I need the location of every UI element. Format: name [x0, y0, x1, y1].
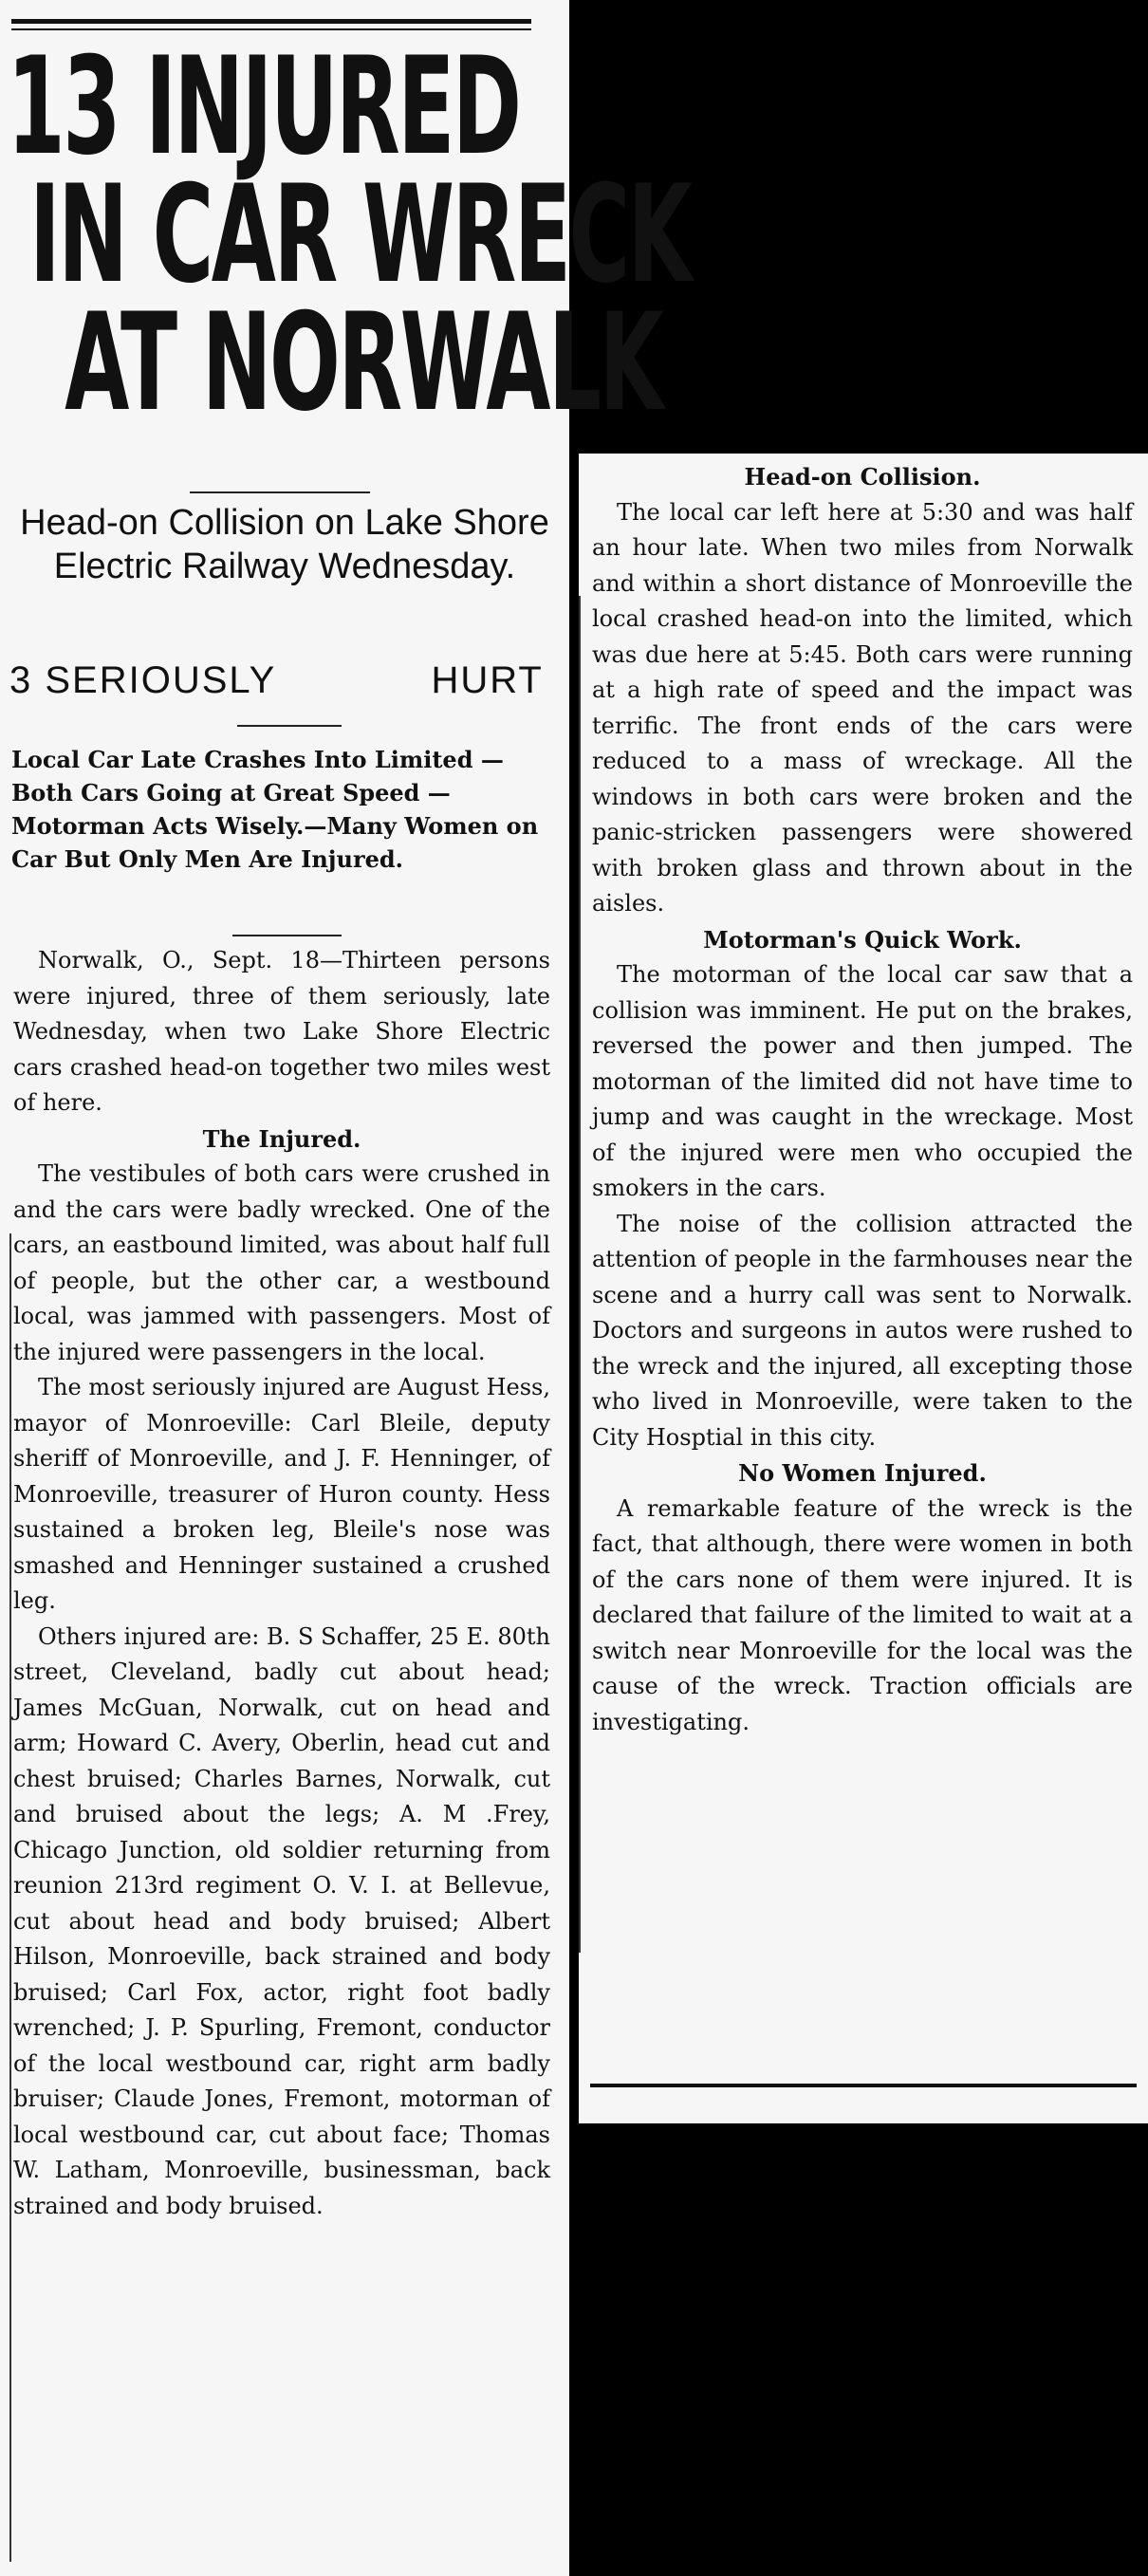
- deck-seriously-hurt: [9, 659, 560, 702]
- paragraph-injured-3: Others injured are: B. S Schaffer, 25 E. 80th street, Cleveland, badly cut about head; James McGuan, Norwalk, cut on head and arm; Howard C. Avery, Oberlin, head cut and chest bruised; Charles Barnes, Norwalk, cut and bruised about the legs; A. M .Frey, Chicago Junction, old soldier returning from reunion 213rd regiment O. V. I. at Bellevue, cut about head and body bruised; Albert Hilson, Monroeville, back strained and body bruised; Carl Fox, actor, right foot badly wrenched; J. P. Spurling, Fremont, conductor of the local westbound car, right arm badly bruiser; Claude Jones, Fremont, motorman of local westbound car, cut about face; Thomas W. Latham, Monroeville, businessman, back strained and body bruised.: [13, 1622, 550, 2219]
- subhead-women: No Women Injured.: [738, 1459, 987, 1487]
- paragraph-injured-2: The most seriously injured are August Hess, mayor of Monroeville: Carl Bleile, deputy sheriff of Monroeville, and J. F. Henninger, of Monroeville, treasurer of Huron county. Hess sustained a broken leg, Bleile's nose was smashed and Henninger sustained a crushed leg.: [13, 1374, 550, 1614]
- deck-seriously: 3 SERIOUSLY: [9, 659, 277, 701]
- paragraph-collision-1: The local car left here at 5:30 and was half an hour late. When two miles from Norwalk and within a short distance of Monroeville the local crashed head-on into the limited, which was due here at 5:45. Both cars were running at a high rate of speed and the impact was terrific. The front ends of the cars were reduced to a mass of wreckage. All the windows in both cars were broken and the panic-stricken passengers were showered with broken glass and thrown about in the aisles.: [592, 498, 1133, 917]
- divider-rule-2: [237, 725, 342, 727]
- divider-rule: [190, 491, 370, 493]
- deck-headline: Head-on Collision on Lake Shore Electric Railway Wednesday.: [20, 503, 549, 586]
- subhead-collision: Head-on Collision.: [744, 463, 981, 491]
- paragraph-motorman-2: The noise of the collision attracted the attention of people in the farmhouses near the scene and a hurry call was sent to Norwalk. Doctors and surgeons in autos were rushed to the wreck and the injured, all excepting those who lived in Monroeville, were taken to the City Hosptial in this city.: [592, 1210, 1133, 1451]
- paragraph-lead: Norwalk, O., Sept. 18—Thirteen persons were injured, three of them seriously, late Wednesday, when two Lake Shore Electric cars crashed head-on together two miles west of here.: [13, 947, 550, 1116]
- right-column: [579, 454, 1148, 2123]
- right-body: [592, 459, 1133, 1740]
- subhead-motorman: Motorman's Quick Work.: [703, 925, 1022, 954]
- bottom-rule: [590, 2084, 1137, 2087]
- divider-rule-3: [232, 935, 342, 936]
- paragraph-women-1: A remarkable feature of the wreck is the fact, that although, there were women in both of the cars none of them were injured. It is declared that failure of the limited to wait at a switch near Monroeville for the local was the cause of the wreck. Traction officials are investigating.: [592, 1494, 1133, 1735]
- top-rule: [11, 19, 531, 24]
- left-body: [13, 943, 550, 2224]
- paragraph-injured-1: The vestibules of both cars were crushed in and the cars were badly wrecked. One of the cars, an eastbound limited, was about half full of people, but the other car, a westbound local, was jammed with passengers. Most of the injured were passengers in the local.: [13, 1160, 550, 1365]
- headline-line-1: 13 INJURED: [7, 28, 520, 185]
- subhead-injured: The Injured.: [202, 1124, 361, 1153]
- headline: [0, 28, 691, 441]
- headline-line-3: AT NORWALK: [65, 285, 662, 441]
- column-rule-left: [9, 1233, 11, 2562]
- headline-line-2: IN CAR WRECK: [29, 157, 691, 313]
- deck-summary: Local Car Late Crashes Into Limited —Both Cars Going at Great Speed —Motorman Acts Wisely.—Many Women on Car But Only Men Are Injured.: [11, 746, 539, 873]
- deck-hurt: HURT: [431, 659, 544, 701]
- column-rule-right: [579, 596, 581, 1953]
- paragraph-motorman-1: The motorman of the local car saw that a collision was imminent. He put on the brakes, reversed the power and then jumped. The motorman of the limited did not have time to jump and was caught in the wreckage. Most of the injured were men who occupied the smokers in the cars.: [592, 961, 1133, 1201]
